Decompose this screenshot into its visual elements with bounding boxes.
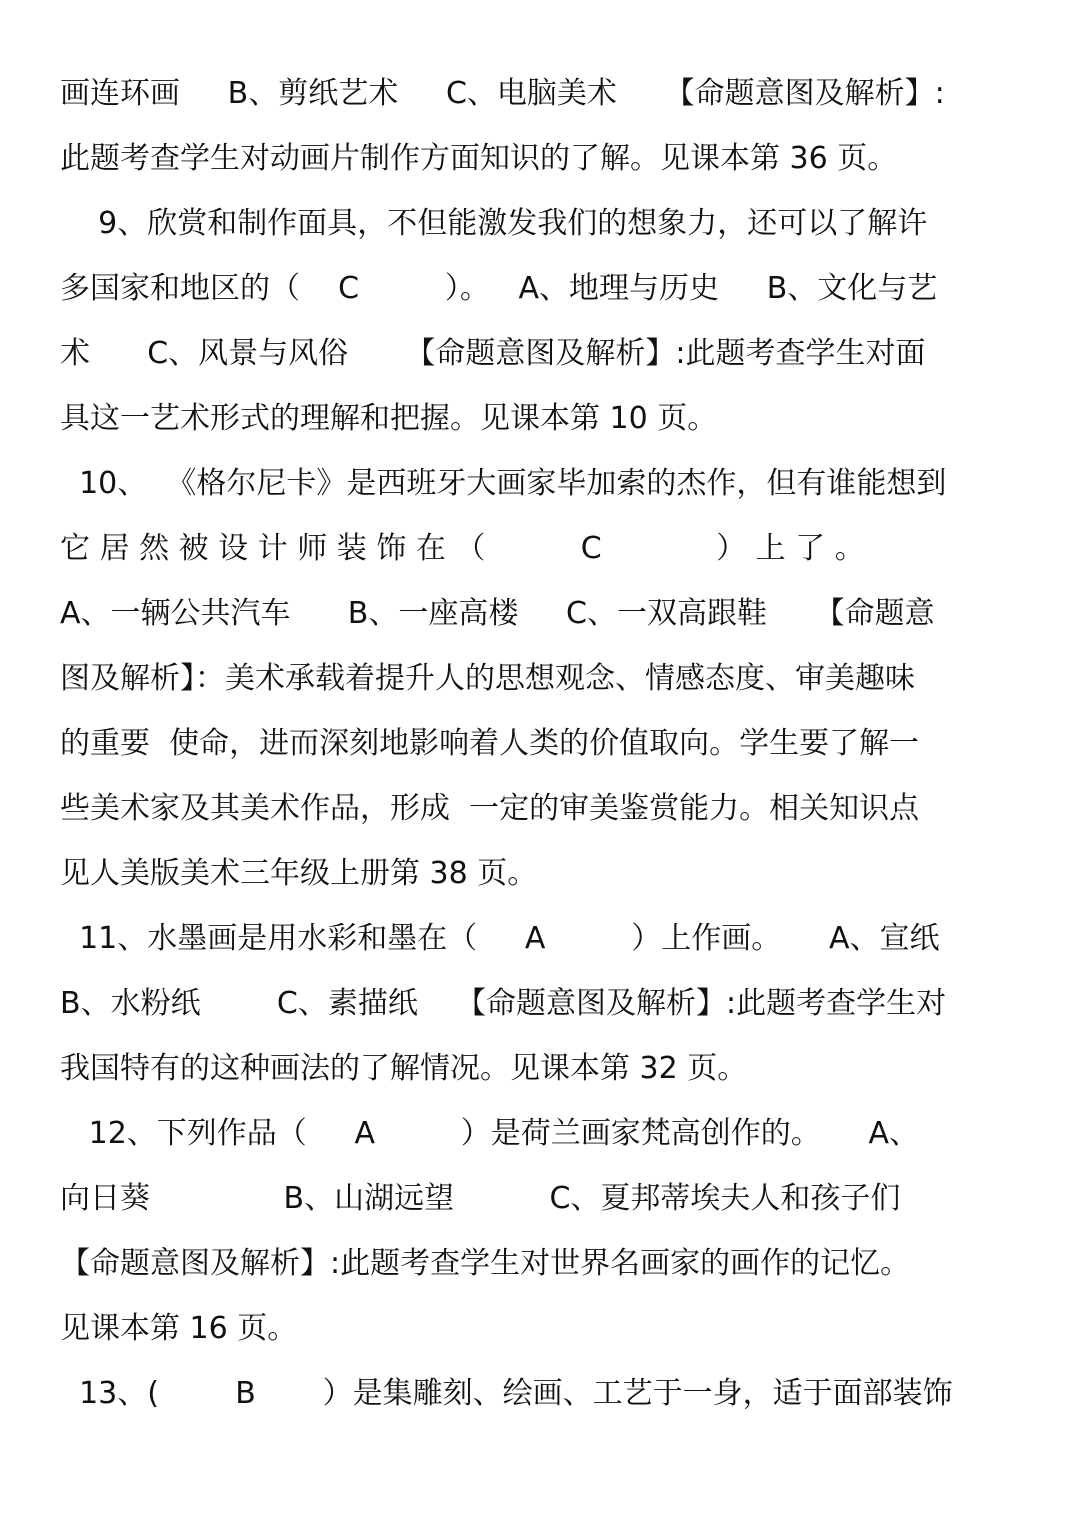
text-line: 13、( B ）是集雕刻、绘画、工艺于一身，适于面部装饰 <box>60 1376 953 1411</box>
text-line: 向日葵 B、山湖远望 C、夏邦蒂埃夫人和孩子们 <box>60 1181 901 1216</box>
text-line: 它 居 然 被 设 计 师 装 饰 在 （ C ） 上 了 。 <box>60 531 865 566</box>
text-line: 见人美版美术三年级上册第 38 页。 <box>60 856 538 891</box>
text-line: 12、下列作品（ A ）是荷兰画家梵高创作的。 A、 <box>60 1116 920 1151</box>
text-line: 具这一艺术形式的理解和把握。见课本第 10 页。 <box>60 401 718 436</box>
text-line: 图及解析】：美术承载着提升人的思想观念、情感态度、审美趣味 <box>60 661 915 696</box>
text-line: 见课本第 16 页。 <box>60 1311 298 1346</box>
text-line: 的重要 使命，进而深刻地影响着人类的价值取向。学生要了解一 <box>60 726 920 761</box>
text-line: 此题考查学生对动画片制作方面知识的了解。见课本第 36 页。 <box>60 141 898 176</box>
text-line: 我国特有的这种画法的了解情况。见课本第 32 页。 <box>60 1051 748 1086</box>
text-line: B、水粉纸 C、素描纸 【命题意图及解析】:此题考查学生对 <box>60 986 947 1021</box>
text-line: A、一辆公共汽车 B、一座高楼 C、一双高跟鞋 【命题意 <box>60 596 935 631</box>
text-line: 术 C、风景与风俗 【命题意图及解析】:此题考查学生对面 <box>60 336 926 371</box>
text-line: 多国家和地区的（ C ）。 A、地理与历史 B、文化与艺 <box>60 271 938 306</box>
text-line: 10、 《格尔尼卡》是西班牙大画家毕加索的杰作，但有谁能想到 <box>60 466 947 501</box>
text-line: 11、水墨画是用水彩和墨在（ A ）上作画。 A、宣纸 <box>60 921 940 956</box>
text-line: 【命题意图及解析】:此题考查学生对世界名画家的画作的记忆。 <box>60 1246 911 1281</box>
text-line: 9、欣赏和制作面具，不但能激发我们的想象力，还可以了解许 <box>60 206 928 241</box>
text-line: 画连环画 B、剪纸艺术 C、电脑美术 【命题意图及解析】: <box>60 76 945 111</box>
text-line: 些美术家及其美术作品，形成 一定的审美鉴赏能力。相关知识点 <box>60 791 920 826</box>
